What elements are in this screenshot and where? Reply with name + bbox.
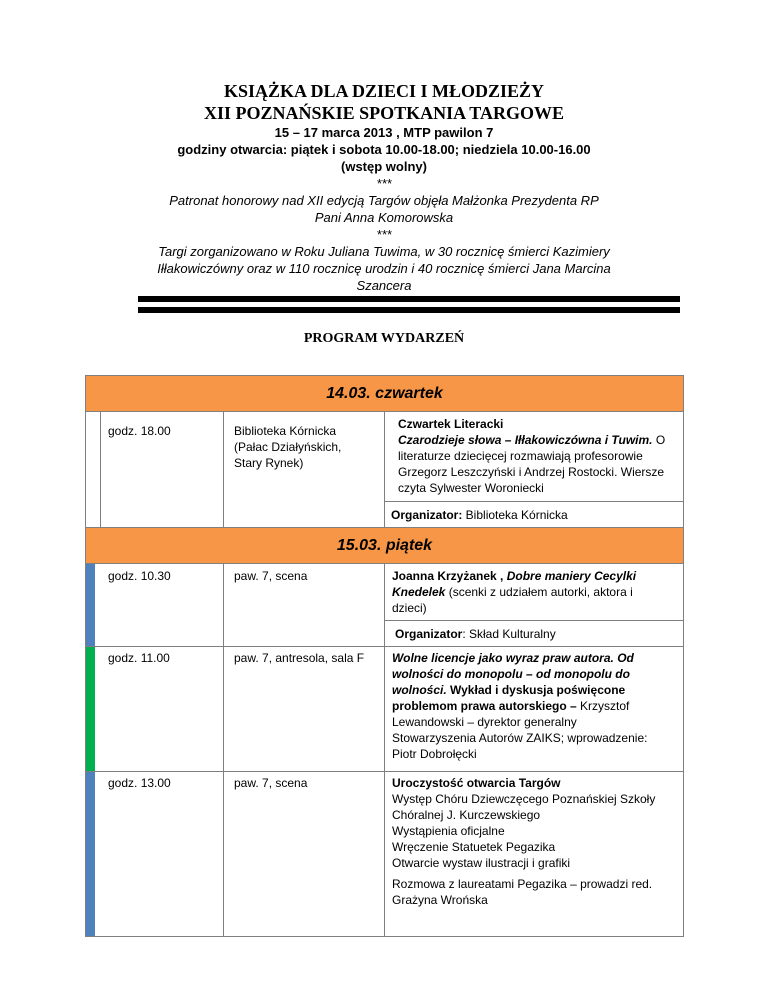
- organizer-label: Organizator:: [391, 508, 463, 522]
- event-description: [398, 416, 683, 496]
- separator-2: ***: [376, 227, 392, 242]
- desc-text: O: [652, 433, 666, 447]
- desc-text: (scenki z udziałem autorki, aktora i: [445, 585, 633, 599]
- desc-text: Stowarzyszenia Autorów ZAIKS; wprowadzenie:: [392, 731, 648, 745]
- organizer: [391, 507, 568, 523]
- col-border: [223, 772, 224, 936]
- event-title: Knedelek: [392, 585, 446, 599]
- col-border: [223, 647, 224, 771]
- event-description: [392, 650, 682, 762]
- event-subtitle: Czarodzieje słowa – Iłłakowiczówna i Tuwim.: [398, 433, 653, 447]
- event-place: paw. 7, scena: [234, 569, 308, 583]
- separator-1: ***: [376, 176, 392, 191]
- event-author: Joanna Krzyżanek ,: [392, 569, 507, 583]
- title-line-2: XII POZNAŃSKIE SPOTKANIA TARGOWE: [204, 103, 564, 123]
- day-header-friday: 15.03. piątek: [86, 528, 683, 564]
- desc-text: Wręczenie Statuetek Pegazika: [392, 840, 556, 854]
- desc-text: literaturze dziecięcej rozmawiają profesorowie: [398, 449, 643, 463]
- anniversary-line-1: Targi zorganizowano w Roku Juliana Tuwima, w 30 rocznicę śmierci Kazimiery: [158, 244, 610, 259]
- organizer-value: Biblioteka Kórnicka: [462, 508, 568, 522]
- event-title: Wolne licencje jako wyraz praw autora. Od: [392, 651, 634, 665]
- desc-text: Wystąpienia oficjalne: [392, 824, 505, 838]
- dates-line: 15 – 17 marca 2013 , MTP pawilon 7: [274, 125, 494, 140]
- desc-text: problemom prawa autorskiego –: [392, 699, 581, 713]
- desc-text: Krzysztof: [580, 699, 630, 713]
- event-title: Uroczystość otwarcia Targów: [392, 776, 561, 790]
- category-strip-blue: [86, 772, 95, 936]
- patron-line-2: Pani Anna Komorowska: [314, 210, 454, 225]
- organizer: [395, 626, 556, 642]
- event-time: godz. 10.30: [108, 569, 171, 583]
- desc-text: Rozmowa z laureatami Pegazika – prowadzi red.: [392, 877, 653, 891]
- place-line: (Pałac Działyńskich,: [234, 440, 342, 454]
- program-table: [85, 375, 684, 937]
- day-header-thursday: 14.03. czwartek: [86, 376, 683, 412]
- place-line: Stary Rynek): [234, 456, 304, 470]
- event-time: godz. 13.00: [108, 776, 171, 790]
- event-place: paw. 7, antresola, sala F: [234, 651, 365, 665]
- desc-text: Występ Chóru Dziewczęcego Poznańskiej Szkoły: [392, 792, 656, 806]
- event-place: paw. 7, scena: [234, 776, 308, 790]
- col-border: [384, 564, 385, 646]
- event-description: [392, 775, 682, 908]
- event-time: godz. 18.00: [108, 424, 171, 438]
- event-title: Dobre maniery Cecylki: [506, 569, 637, 583]
- anniversary-line-3: Szancera: [356, 278, 412, 293]
- organizer-value: : Skład Kulturalny: [462, 627, 556, 641]
- desc-text: Wykład i dyskusja poświęcone: [446, 683, 626, 697]
- organizer-label: Organizator: [395, 627, 463, 641]
- event-title: wolności.: [392, 683, 447, 697]
- col-border: [384, 412, 385, 527]
- row-border: [100, 412, 101, 527]
- desc-text: Chóralnej J. Kurczewskiego: [392, 808, 541, 822]
- entry-line: (wstęp wolny): [341, 159, 427, 174]
- event-title: Czwartek Literacki: [398, 417, 504, 431]
- event-place: [234, 423, 341, 471]
- desc-text: Grażyna Wrońska: [392, 893, 488, 907]
- desc-text: Piotr Dobrołęcki: [392, 747, 477, 761]
- desc-text: czyta Sylwester Woroniecki: [398, 481, 544, 495]
- org-border: [384, 620, 683, 621]
- col-border: [223, 412, 224, 527]
- event-title: wolności do monopolu – od monopolu do: [392, 667, 630, 681]
- col-border: [384, 647, 385, 771]
- event-description: [392, 568, 682, 616]
- hours-line: godziny otwarcia: piątek i sobota 10.00-18.00; niedziela 10.00-16.00: [177, 142, 591, 157]
- desc-text: Otwarcie wystaw ilustracji i grafiki: [392, 856, 571, 870]
- patron-line-1: Patronat honorowy nad XII edycją Targów objęła Małżonka Prezydenta RP: [169, 193, 599, 208]
- category-strip-green: [86, 647, 95, 771]
- title-line-1: KSIĄŻKA DLA DZIECI I MŁODZIEŻY: [223, 81, 545, 101]
- event-time: godz. 11.00: [108, 651, 170, 665]
- program-title: PROGRAM WYDARZEŃ: [303, 331, 465, 346]
- divider-thick-2: [138, 307, 680, 313]
- anniversary-line-2: Iłłakowiczówny oraz w 110 rocznicę urodzin i 40 rocznicę śmierci Jana Marcina: [157, 261, 611, 276]
- desc-text: Lewandowski – dyrektor generalny: [392, 715, 577, 729]
- col-border: [223, 564, 224, 646]
- category-strip-blue: [86, 564, 95, 646]
- place-line: Biblioteka Kórnicka: [234, 424, 337, 438]
- org-border: [384, 501, 683, 502]
- desc-text: Grzegorz Leszczyński i Andrzej Rostocki. Wiersze: [398, 465, 665, 479]
- divider-thick-1: [138, 296, 680, 302]
- desc-text: dzieci): [392, 601, 427, 615]
- col-border: [384, 772, 385, 936]
